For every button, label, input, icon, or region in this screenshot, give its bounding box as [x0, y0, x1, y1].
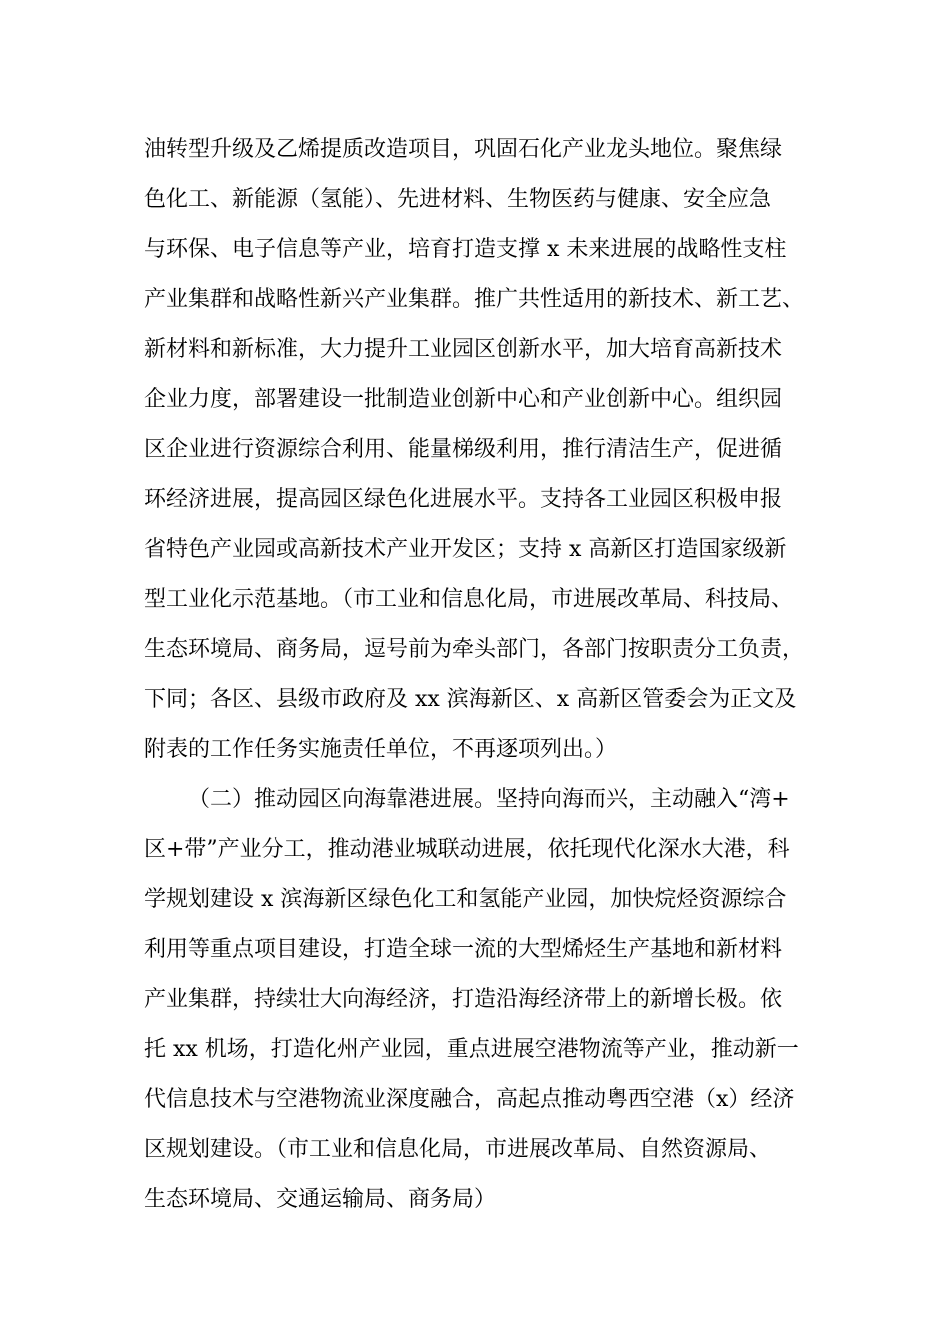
paragraph-line: 利用等重点项目建设，打造全球一流的大型烯烃生产基地和新材料	[144, 937, 783, 962]
paragraph-line: 生态环境局、交通运输局、商务局）	[144, 1187, 497, 1212]
paragraph-line: 与环保、电子信息等产业，培育打造支撑 x 未来进展的战略性支柱	[144, 237, 787, 262]
paragraph-line: 附表的工作任务实施责任单位，不再逐项列出。）	[144, 737, 618, 762]
paragraph-line: 型工业化示范基地。（市工业和信息化局，市进展改革局、科技局、	[144, 587, 794, 612]
section-heading-line: （二）推动园区向海靠港进展。坚持向海而兴，主动融入“湾+	[188, 787, 790, 812]
paragraph-line: 省特色产业园或高新技术产业开发区；支持 x 高新区打造国家级新	[144, 537, 787, 562]
paragraph-line: 区+带”产业分工，推动港业城联动进展，依托现代化深水大港，科	[144, 837, 790, 862]
paragraph-line: 学规划建设 x 滨海新区绿色化工和氢能产业园，加快烷烃资源综合	[144, 887, 787, 912]
paragraph-line: 产业集群，持续壮大向海经济，打造沿海经济带上的新增长极。依	[144, 987, 783, 1012]
paragraph-line: 下同；各区、县级市政府及 xx 滨海新区、x 高新区管委会为正文及	[144, 687, 797, 712]
paragraph-line: 色化工、新能源（氢能）、先进材料、生物医药与健康、安全应急	[144, 187, 772, 212]
paragraph-line: 区企业进行资源综合利用、能量梯级利用，推行清洁生产，促进循	[144, 437, 783, 462]
paragraph-line: 区规划建设。（市工业和信息化局，市进展改革局、自然资源局、	[144, 1137, 772, 1162]
paragraph-line: 代信息技术与空港物流业深度融合，高起点推动粤西空港（x）经济	[144, 1087, 795, 1112]
paragraph-line: 生态环境局、商务局，逗号前为牵头部门，各部门按职责分工负责，	[144, 637, 805, 662]
paragraph-line: 托 xx 机场，打造化州产业园，重点进展空港物流等产业，推动新一	[144, 1037, 799, 1062]
paragraph-line: 油转型升级及乙烯提质改造项目，巩固石化产业龙头地位。聚焦绿	[144, 137, 783, 162]
paragraph-line: 企业力度，部署建设一批制造业创新中心和产业创新中心。组织园	[144, 387, 783, 412]
paragraph-line: 产业集群和战略性新兴产业集群。推广共性适用的新技术、新工艺、	[144, 287, 805, 312]
paragraph-line: 新材料和新标准，大力提升工业园区创新水平，加大培育高新技术	[144, 337, 783, 362]
paragraph-line: 环经济进展，提高园区绿色化进展水平。支持各工业园区积极申报	[144, 487, 783, 512]
